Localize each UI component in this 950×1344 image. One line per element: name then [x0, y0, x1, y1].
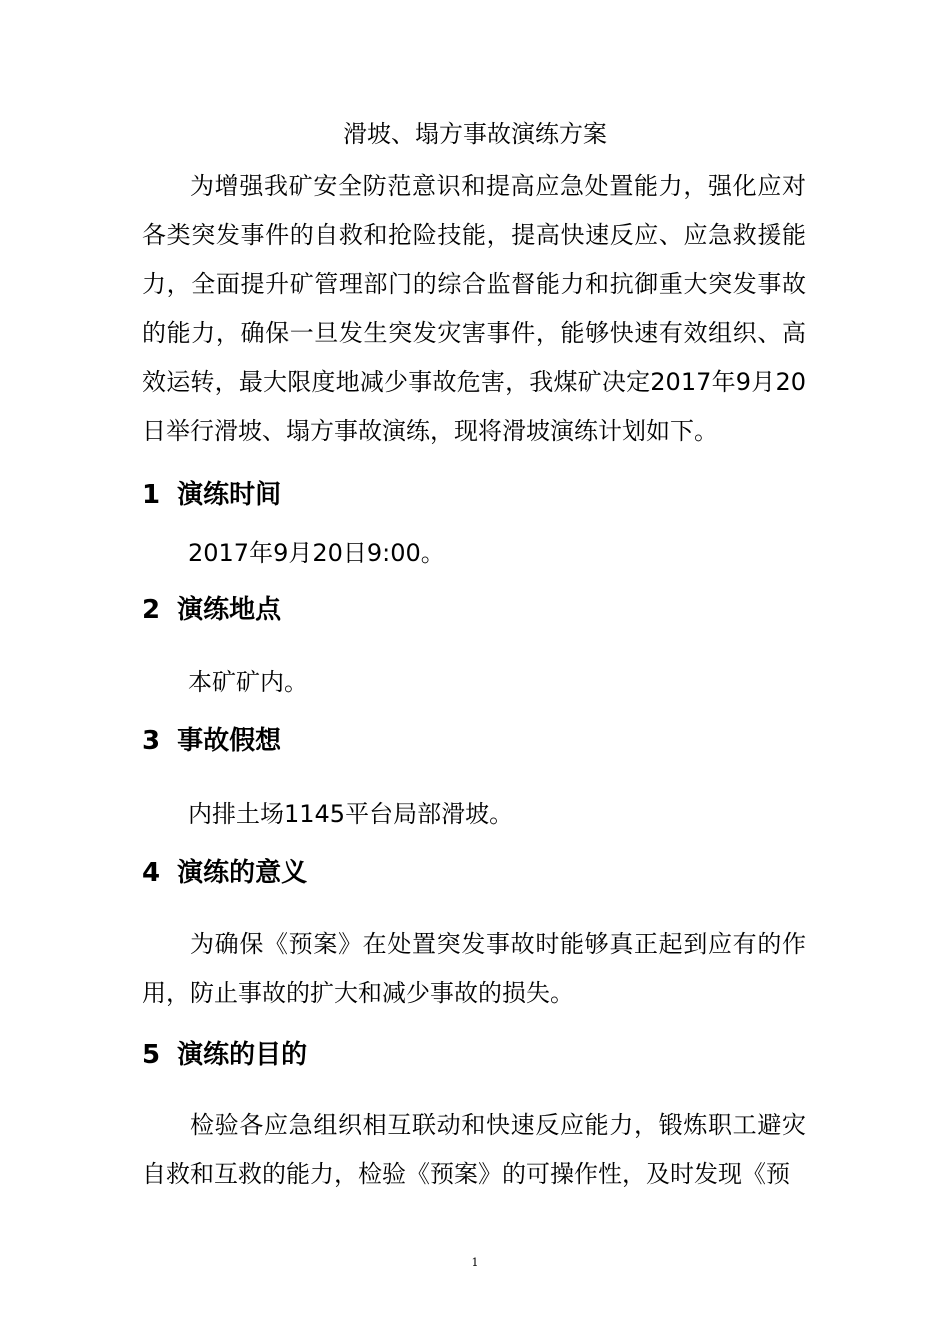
- section-heading-4: [142, 856, 806, 890]
- section-body-1: 2017年9月20日9:00。: [188, 539, 445, 567]
- section-title-4: 演练的意义: [177, 858, 308, 888]
- section-body-5: 检验各应急组织相互联动和快速反应能力，锻炼职工避灾自救和互救的能力，检验《预案》的可操作性，及时发现《预: [142, 1111, 806, 1188]
- section-heading-3: [142, 724, 806, 758]
- page-number: 1: [471, 1256, 479, 1269]
- section-title-2: 演练地点: [177, 595, 282, 625]
- section-number-3: 3: [142, 726, 161, 756]
- section-title-1: 演练时间: [177, 480, 282, 510]
- section-number-5: 5: [142, 1040, 161, 1070]
- section-title-5: 演练的目的: [177, 1040, 308, 1070]
- section-heading-5: [142, 1038, 806, 1072]
- section-body-2: 本矿矿内。: [188, 668, 308, 696]
- section-heading-2: [142, 593, 806, 627]
- section-body-3: 内排土场1145平台局部滑坡。: [188, 800, 514, 828]
- section-heading-1: [142, 478, 806, 512]
- intro-paragraph: 为增强我矿安全防范意识和提高应急处置能力，强化应对各类突发事件的自救和抢险技能，提高快速反应、应急救援能力，全面提升矿管理部门的综合监督能力和抗御重大突发事故的能力，确保一旦发生突发灾害事件，能够快速有效组织、高效运转，最大限度地减少事故危害，我煤矿决定2017年9月20日举行滑坡、塌方事故演练，现将滑坡演练计划如下。: [142, 172, 806, 445]
- section-number-2: 2: [142, 595, 161, 625]
- section-number-4: 4: [142, 858, 161, 888]
- section-title-3: 事故假想: [177, 726, 282, 756]
- document-title: 滑坡、塌方事故演练方案: [343, 120, 607, 148]
- section-number-1: 1: [142, 480, 161, 510]
- section-body-4: 为确保《预案》在处置突发事故时能够真正起到应有的作用，防止事故的扩大和减少事故的损失。: [142, 930, 806, 1007]
